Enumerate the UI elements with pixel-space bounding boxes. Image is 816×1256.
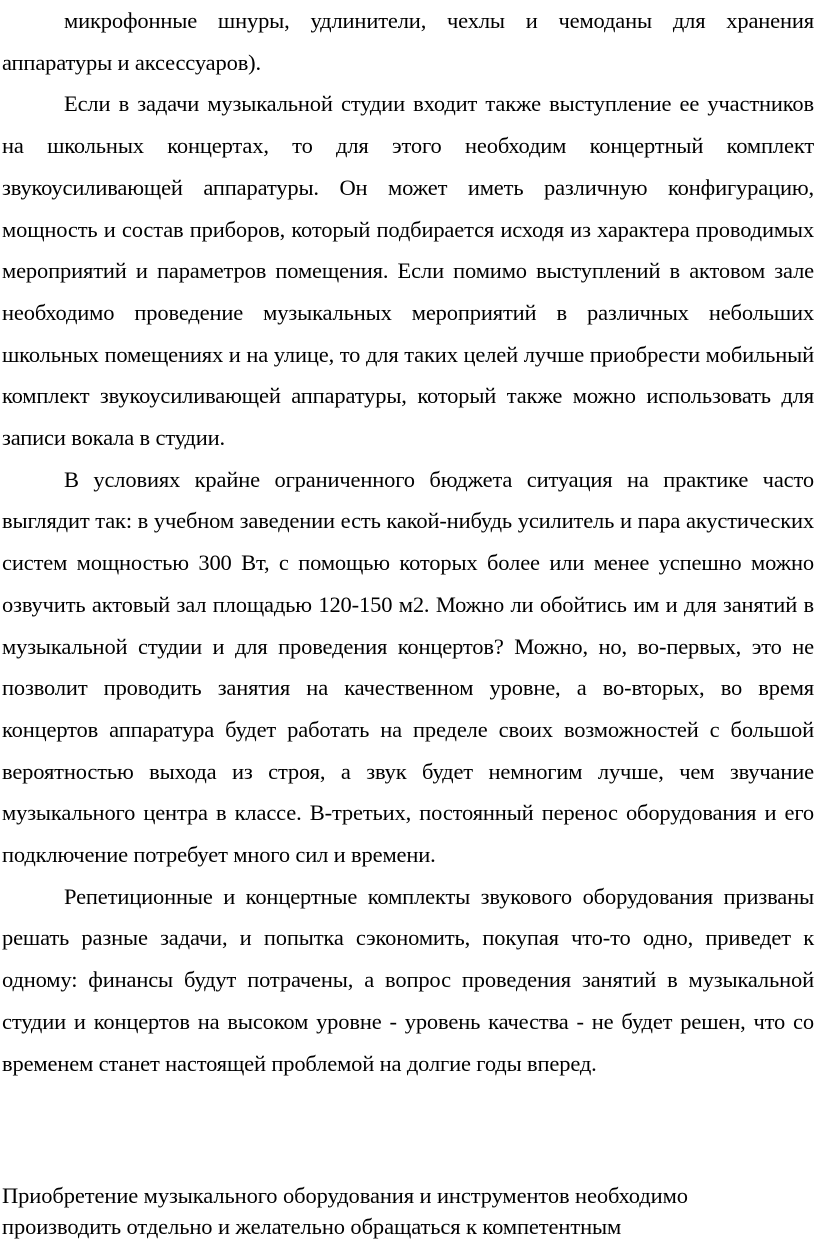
closing-paragraph [2,1180,814,1242]
paragraph-continuation: микрофонные шнуры, удлинители, чехлы и чемоданы для хранения аппаратуры и аксессуаров). [2,8,814,75]
paragraph-limited-budget: В условиях крайне ограниченного бюджета ситуация на практике часто выглядит так: в учебном заведении есть какой-нибудь усилитель и пара акустических систем мощностью 300 Вт, с помощью которых более или менее успешно можно озвучить актовый зал площадью 120-150 м2. Можно ли обойтись им и для занятий в музыкальной студии и для проведения концертов? Можно, но, во-первых, это не позволит проводить занятия на качественном уровне, а во-вторых, во время концертов аппаратура будет работать на пределе своих возможностей с большой вероятностью выхода из строя, а звук будет немногим лучше, чем звучание музыкального центра в классе. В-третьих, постоянный перенос оборудования и его подключение потребует много сил и времени. [2,466,814,868]
paragraph-rehearsal-and-concert-sets: Репетиционные и концертные комплекты звукового оборудования призваны решать разные задачи, и попытка сэкономить, покупая что-то одно, приведет к одному: финансы будут потрачены, а вопрос проведения занятий в музыкальной студии и концертов на высоком уровне - уровень качества - не будет решен, что со временем станет настоящей проблемой на долгие годы вперед. [2,883,814,1076]
body-text [2,0,814,1084]
paragraph-concert-equipment: Если в задачи музыкальной студии входит также выступление ее участников на школьных концертах, то для этого необходим концертный комплект звукоусиливающей аппаратуры. Он может иметь различную конфигурацию, мощность и состав приборов, который подбирается исходя из характера проводимых мероприятий и параметров помещения. Если помимо выступлений в актовом зале необходимо проведение музыкальных мероприятий в различных небольших школьных помещениях и на улице, то для таких целей лучше приобрести мобильный комплект звукоусиливающей аппаратуры, который также можно использовать для записи вокала в студии. [2,91,814,451]
closing-line-2: производить отдельно и желательно обращаться к компетентным [2,1214,622,1239]
closing-line-1: Приобретение музыкального оборудования и инструментов необходимо [2,1183,688,1208]
